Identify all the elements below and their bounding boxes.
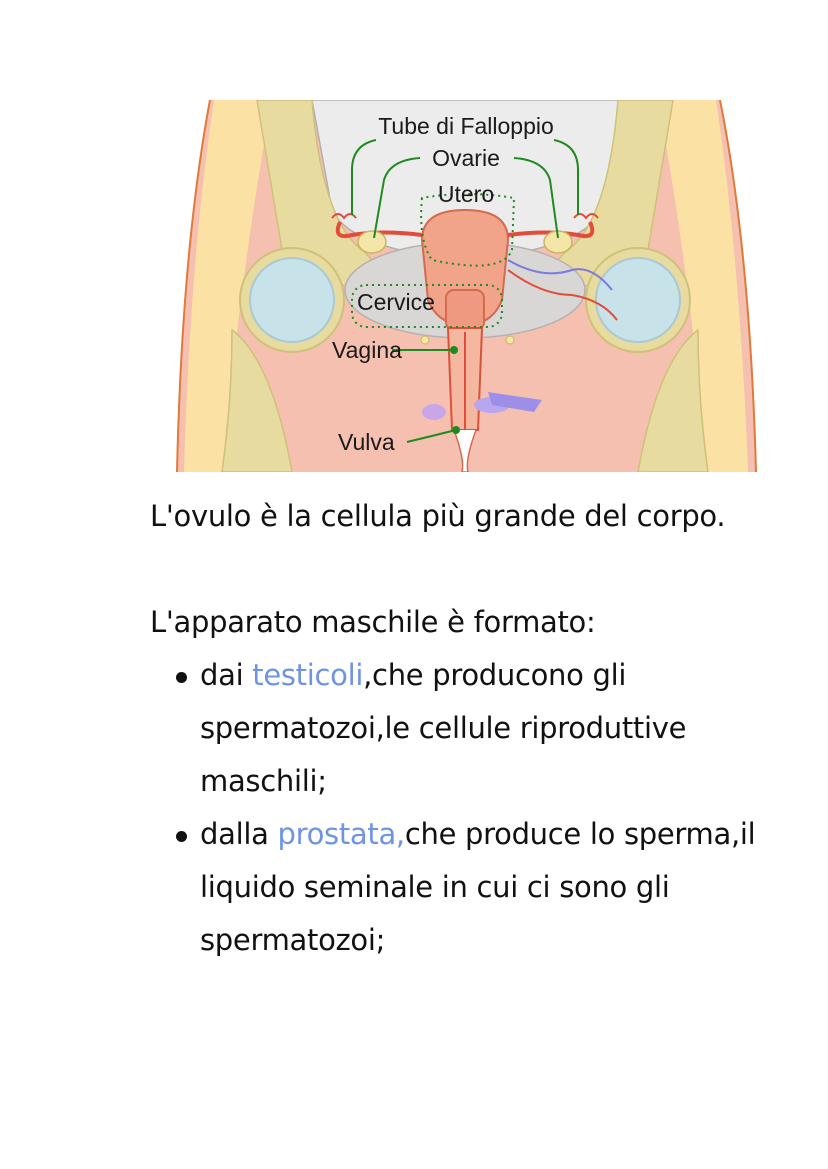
bullet-list — [150, 649, 790, 967]
label-utero: Utero — [437, 181, 495, 207]
bullet-text-after: ,che producono gli spermatozoi,le cellule riproduttive maschili; — [200, 658, 687, 798]
reproductive-anatomy-figure — [162, 100, 768, 472]
anatomy-illustration — [162, 100, 768, 472]
paragraph-apparato-maschile: L'apparato maschile è formato: — [150, 605, 596, 639]
label-ovarie: Ovarie — [432, 145, 500, 171]
paragraph-gap — [150, 543, 790, 596]
body-text — [150, 490, 790, 967]
label-vulva: Vulva — [338, 429, 395, 455]
list-item — [200, 808, 790, 967]
label-cervice: Cervice — [357, 289, 435, 315]
label-vagina: Vagina — [332, 337, 402, 363]
keyword-testicoli: testicoli — [252, 658, 364, 692]
bullet-text-after: che produce lo sperma,il liquido seminale in cui ci sono gli spermatozoi; — [200, 817, 756, 957]
list-item — [200, 649, 790, 808]
bullet-text-before: dai — [200, 658, 253, 692]
paragraph-ovulo: L'ovulo è la cellula più grande del corpo. — [150, 499, 726, 533]
keyword-prostata: prostata, — [277, 817, 405, 851]
label-tube-di-falloppio: Tube di Falloppio — [378, 113, 554, 139]
bullet-text-before: dalla — [200, 817, 278, 851]
